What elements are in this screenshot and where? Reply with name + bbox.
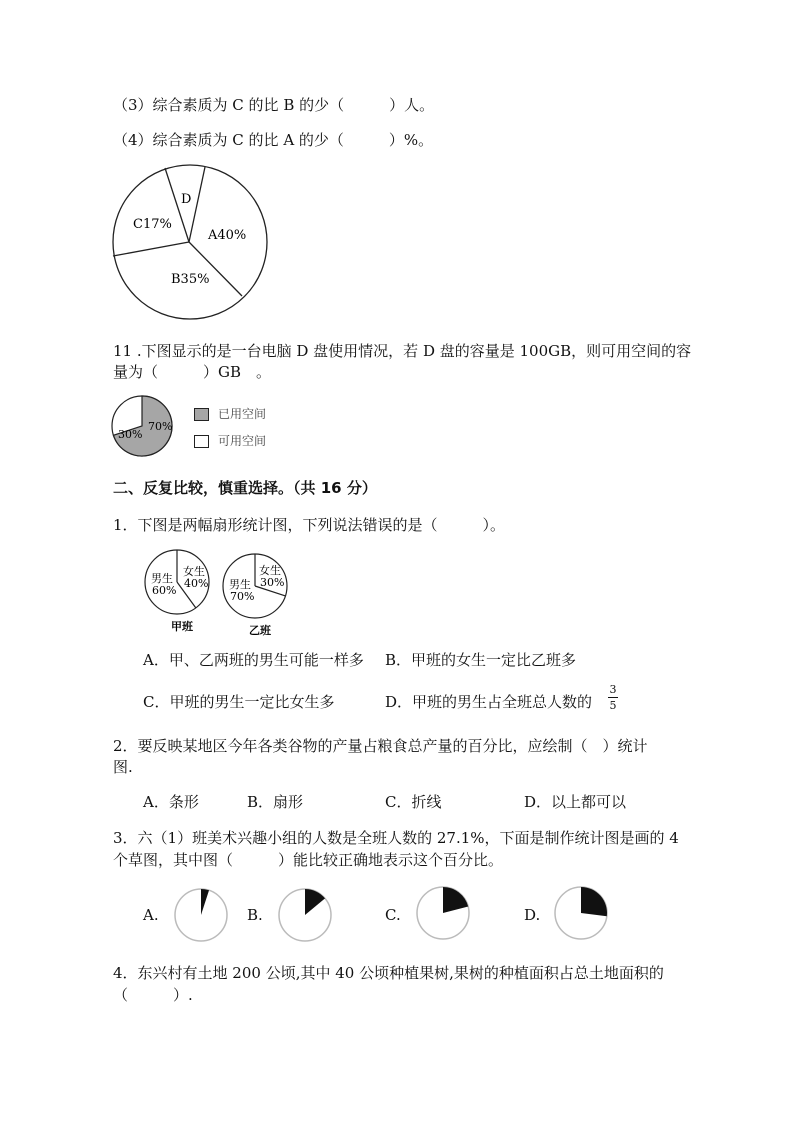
option-b: B．甲班的女生一定比乙班多 <box>385 651 577 669</box>
boys-label: 男生 <box>229 578 251 591</box>
slice-label-c: C17% <box>133 217 172 232</box>
pie-chart-class-jia <box>143 548 215 634</box>
girls-pct: 30% <box>260 576 285 589</box>
question-11-line1: 11 .下图显示的是一台电脑 D 盘使用情况，若 D 盘的容量是 100GB，则可用空间的容 <box>113 342 692 360</box>
class-name: 甲班 <box>171 620 193 633</box>
legend-swatch-free <box>194 435 209 448</box>
question-item-4: （4）综合素质为 C 的比 A 的少（ ）%。 <box>113 131 434 149</box>
option-b: B．扇形 <box>247 793 304 811</box>
used-pct-label: 70% <box>148 420 173 433</box>
legend-label-free: 可用空间 <box>218 434 267 448</box>
girls-label: 女生 <box>183 565 205 578</box>
question-item-3: （3）综合素质为 C 的比 B 的少（ ）人。 <box>113 96 435 114</box>
question-4-line2: （ ）. <box>113 986 193 1004</box>
option-b: B. <box>247 906 263 924</box>
boys-pct: 60% <box>152 584 177 597</box>
disk-usage-pie <box>108 394 178 458</box>
pie-slice <box>581 887 607 916</box>
section-heading: 二、反复比较，慎重选择。（共 16 分） <box>113 479 377 497</box>
legend-swatch-used <box>194 408 209 421</box>
question-4-line1: 4．东兴村有土地 200 公顷,其中 40 公顷种植果树,果树的种植面积占总土地面积的 <box>113 964 664 982</box>
slice-label-a: A40% <box>208 228 247 243</box>
option-d: D. <box>524 906 541 924</box>
pie-chart-grades <box>105 162 275 322</box>
class-name: 乙班 <box>249 624 271 637</box>
slice-label-d: D <box>181 192 192 207</box>
boys-label: 男生 <box>151 572 173 585</box>
fraction-bar <box>608 697 618 698</box>
fraction-3-5 <box>607 684 619 714</box>
option-a: A．甲、乙两班的男生可能一样多 <box>143 651 364 669</box>
question-11-line2: 量为（ ）GB 。 <box>113 363 272 381</box>
mini-pie-a <box>172 886 230 944</box>
question-3-line2: 个草图，其中图（ ）能比较正确地表示这个百分比。 <box>113 851 504 869</box>
mini-pie-b <box>276 886 334 944</box>
option-c: C．甲班的男生一定比女生多 <box>143 693 335 711</box>
option-a: A．条形 <box>143 793 199 811</box>
girls-pct: 40% <box>184 577 209 590</box>
option-a: A. <box>143 906 159 924</box>
pie-chart-class-yi <box>221 552 293 638</box>
fraction-numerator: 3 <box>609 683 617 696</box>
option-c: C．折线 <box>385 793 442 811</box>
question-3-line1: 3．六（1）班美术兴趣小组的人数是全班人数的 27.1%，下面是制作统计图是画的 4 <box>113 829 679 847</box>
fraction-denominator: 5 <box>609 699 617 712</box>
question-2-line2: 图. <box>113 758 133 776</box>
option-d: D．甲班的男生占全班总人数的 <box>385 693 593 711</box>
mini-pie-d <box>552 884 610 942</box>
slice-label-b: B35% <box>171 272 210 287</box>
girls-label: 女生 <box>259 564 281 577</box>
question-2-line1: 2．要反映某地区今年各类谷物的产量占粮食总产量的百分比，应绘制（ ）统计 <box>113 737 648 755</box>
option-d: D．以上都可以 <box>524 793 627 811</box>
question-1-stem: 1．下图是两幅扇形统计图，下列说法错误的是（ ）。 <box>113 516 506 534</box>
boys-pct: 70% <box>230 590 255 603</box>
option-c: C. <box>385 906 401 924</box>
legend-label-used: 已用空间 <box>218 407 267 421</box>
free-pct-label: 30% <box>118 428 143 441</box>
mini-pie-c <box>414 884 472 942</box>
